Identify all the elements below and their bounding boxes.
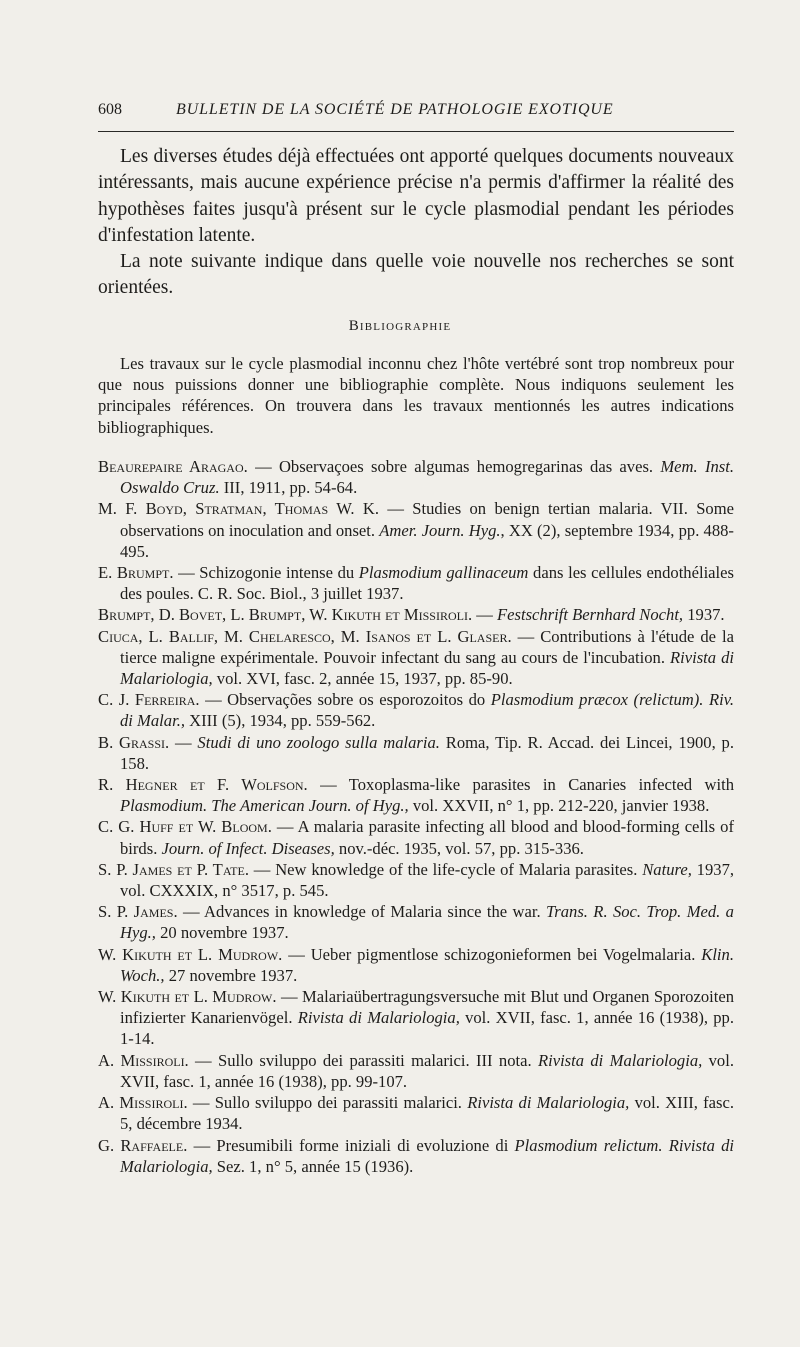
reference-details: 27 novembre 1937. [164, 965, 298, 985]
reference-text: — New knowledge of the life-cycle of Malaria parasites. [248, 859, 643, 879]
reference-authors: S. P. James. [98, 902, 178, 922]
bibliography-heading: Bibliographie [348, 318, 452, 334]
reference-details: Sez. 1, n° 5, année 15 (1936). [212, 1156, 414, 1176]
reference-text: — Sullo sviluppo dei parassiti malarici. III nota. [188, 1050, 538, 1070]
bibliography-intro-paragraph: Les travaux sur le cycle plasmodial inconnu chez l'hôte vertébré sont trop nombreux pour que nous puissions donner une bibliographie complète. Nous indiquons seulement les principales références. On trouvera dans les travaux mentionnés les autres indications bibliographiques. [98, 354, 734, 437]
reference-entry [98, 901, 734, 943]
reference-entry [98, 986, 734, 1050]
reference-text: — Contributions à l'étude de la tierce maligne expérimentale. Pouvoir infectant du sang au cours de l'incubation. [120, 626, 735, 667]
reference-list [98, 456, 734, 1177]
reference-details: III, 1911, pp. 54-64. [219, 478, 358, 498]
reference-authors: B. Grassi. [98, 732, 170, 752]
reference-entry [98, 1092, 734, 1134]
reference-source: Rivista di Malariologia, [537, 1050, 703, 1070]
reference-authors: M. F. Boyd, Stratman, Thomas W. K. [98, 499, 379, 519]
reference-source: Trans. R. Soc. Trop. Med. a Hyg., [120, 902, 734, 943]
reference-source: Festschrift Bernhard Nocht, [497, 605, 684, 625]
reference-source: Rivista di Malariologia, [297, 1008, 460, 1028]
reference-entry [98, 1050, 734, 1092]
reference-authors: C. G. Huff et W. Bloom. [98, 817, 272, 837]
reference-entry [98, 626, 734, 690]
reference-details: vol. XVII, fasc. 1, année 16 (1938), pp. 99-107. [120, 1050, 734, 1091]
reference-text: — Sullo sviluppo dei parassiti malarici. [187, 1093, 468, 1113]
reference-details: , XX (2), septembre 1934, pp. 488-495. [120, 520, 734, 561]
reference-source: Plasmodium gallinaceum [358, 563, 529, 583]
bibliography-intro [98, 353, 734, 438]
reference-details: XIII (5), 1934, pp. 559-562. [185, 711, 376, 731]
reference-authors: W. Kikuth et L. Mudrow. [98, 944, 283, 964]
reference-entry [98, 604, 734, 625]
reference-authors: A. Missiroli. [98, 1093, 188, 1113]
reference-text: — Observações sobre os esporozoitos do [199, 690, 491, 710]
reference-details: 1937, vol. CXXXIX, n° 3517, p. 545. [120, 859, 735, 901]
journal-title: BULLETIN DE LA SOCIÉTÉ DE PATHOLOGIE EXOTIQUE [176, 101, 614, 118]
intro-text [98, 144, 734, 302]
reference-text: — [472, 605, 498, 625]
reference-authors: A. Missiroli. [98, 1050, 189, 1070]
reference-authors: E. Brumpt. [98, 563, 174, 583]
reference-details: vol. XXVII, n° 1, pp. 212-220, janvier 1938. [408, 796, 710, 816]
reference-entry [98, 774, 734, 816]
reference-entry [98, 562, 734, 604]
reference-text: — Presumibili forme iniziali di evoluzione di [187, 1135, 515, 1155]
reference-source: Rivista di Malariologia, [120, 647, 734, 689]
reference-details: nov.-déc. 1935, vol. 57, pp. 315-336. [334, 838, 584, 858]
reference-source: Plasmodium præcox (relictum). Riv. di Malar., [120, 690, 734, 731]
intro-paragraph: La note suivante indique dans quelle voie nouvelle nos recherches se sont orientées. [98, 251, 734, 299]
reference-source: Plasmodium. The American Journ. of Hyg., [120, 796, 409, 816]
reference-text: — Advances in knowledge of Malaria since the war. [177, 902, 546, 922]
reference-text: — Schizogonie intense du [173, 563, 359, 583]
reference-entry [98, 456, 734, 498]
reference-source: Klin. Woch., [120, 944, 734, 985]
reference-source: Nature, [642, 859, 692, 879]
reference-entry [98, 498, 734, 562]
reference-details: vol. XIII, fasc. 5, décembre 1934. [120, 1093, 734, 1134]
reference-authors: S. P. James et P. Tate. [98, 859, 249, 879]
reference-text: — Studies on benign tertian malaria. VII. Some observations on inoculation and onset. [120, 499, 735, 540]
reference-source: Studi di uno zoologo sulla malaria. [197, 732, 440, 752]
reference-source: Journ. of Infect. Diseases, [161, 838, 335, 858]
reference-source: Mem. Inst. Oswaldo Cruz. [120, 457, 734, 498]
reference-text: — Malariaübertragungsversuche mit Blut und Organen Sporozoiten infizierter Kanarienvögel. [120, 987, 735, 1028]
reference-source: Rivista di Malariologia, [467, 1093, 630, 1113]
reference-source: Amer. Journ. Hyg. [379, 520, 501, 540]
reference-authors: W. Kikuth et L. Mudrow. [98, 987, 277, 1007]
reference-entry [98, 732, 734, 774]
reference-authors: Beaurepaire Aragao. [98, 457, 248, 476]
reference-authors: R. Hegner et F. Wolfson. [98, 775, 308, 795]
reference-details: Roma, Tip. R. Accad. dei Lincei, 1900, p. 158. [120, 732, 734, 773]
reference-source: Plasmodium relictum. Rivista di Malariologia, [120, 1135, 734, 1176]
reference-entry [98, 859, 734, 901]
reference-entry [98, 944, 734, 986]
intro-paragraph: Les diverses études déjà effectuées ont apporté quelques documents nouveaux intéressants, mais aucune expérience précise n'a permis d'affirmer la réalité des hypothèses faites jusqu'à présent sur le cycle plasmodial pendant les périodes d'infestation latente. [98, 146, 734, 246]
reference-text: — Observaçoes sobre algumas hemogregarinas das aves. [247, 457, 661, 476]
reference-entry [98, 689, 734, 731]
reference-text: — A malaria parasite infecting all blood and blood-forming cells of birds. [120, 817, 734, 858]
reference-details: vol. XVI, fasc. 2, année 15, 1937, pp. 85-90. [212, 669, 513, 689]
reference-text: — Toxoplasma-like parasites in Canaries infected with [307, 775, 734, 795]
reference-details: dans les cellules endothéliales des poules. C. R. Soc. Biol., 3 juillet 1937. [120, 563, 734, 604]
reference-authors: Brumpt, D. Bovet, L. Brumpt, W. Kikuth et Missiroli. [98, 605, 473, 625]
reference-details: vol. XVII, fasc. 1, année 16 (1938), pp. 1-14. [120, 1008, 734, 1049]
reference-authors: C. J. Ferreira. [98, 690, 200, 710]
page-number: 608 [98, 101, 122, 118]
reference-text: — Ueber pigmentlose schizogonieformen bei Vogelmalaria. [282, 944, 702, 964]
reference-details: 1937. [683, 605, 725, 625]
reference-authors: G. Raffaele. [98, 1135, 188, 1155]
header-rule [98, 131, 734, 132]
reference-entry [98, 816, 734, 858]
reference-authors: Ciuca, L. Ballif, M. Chelaresco, M. Isanos et L. Glaser. [98, 626, 512, 646]
reference-text: — [169, 732, 198, 752]
running-head [98, 101, 736, 125]
reference-details: 20 novembre 1937. [155, 923, 289, 943]
reference-entry [98, 1135, 734, 1177]
